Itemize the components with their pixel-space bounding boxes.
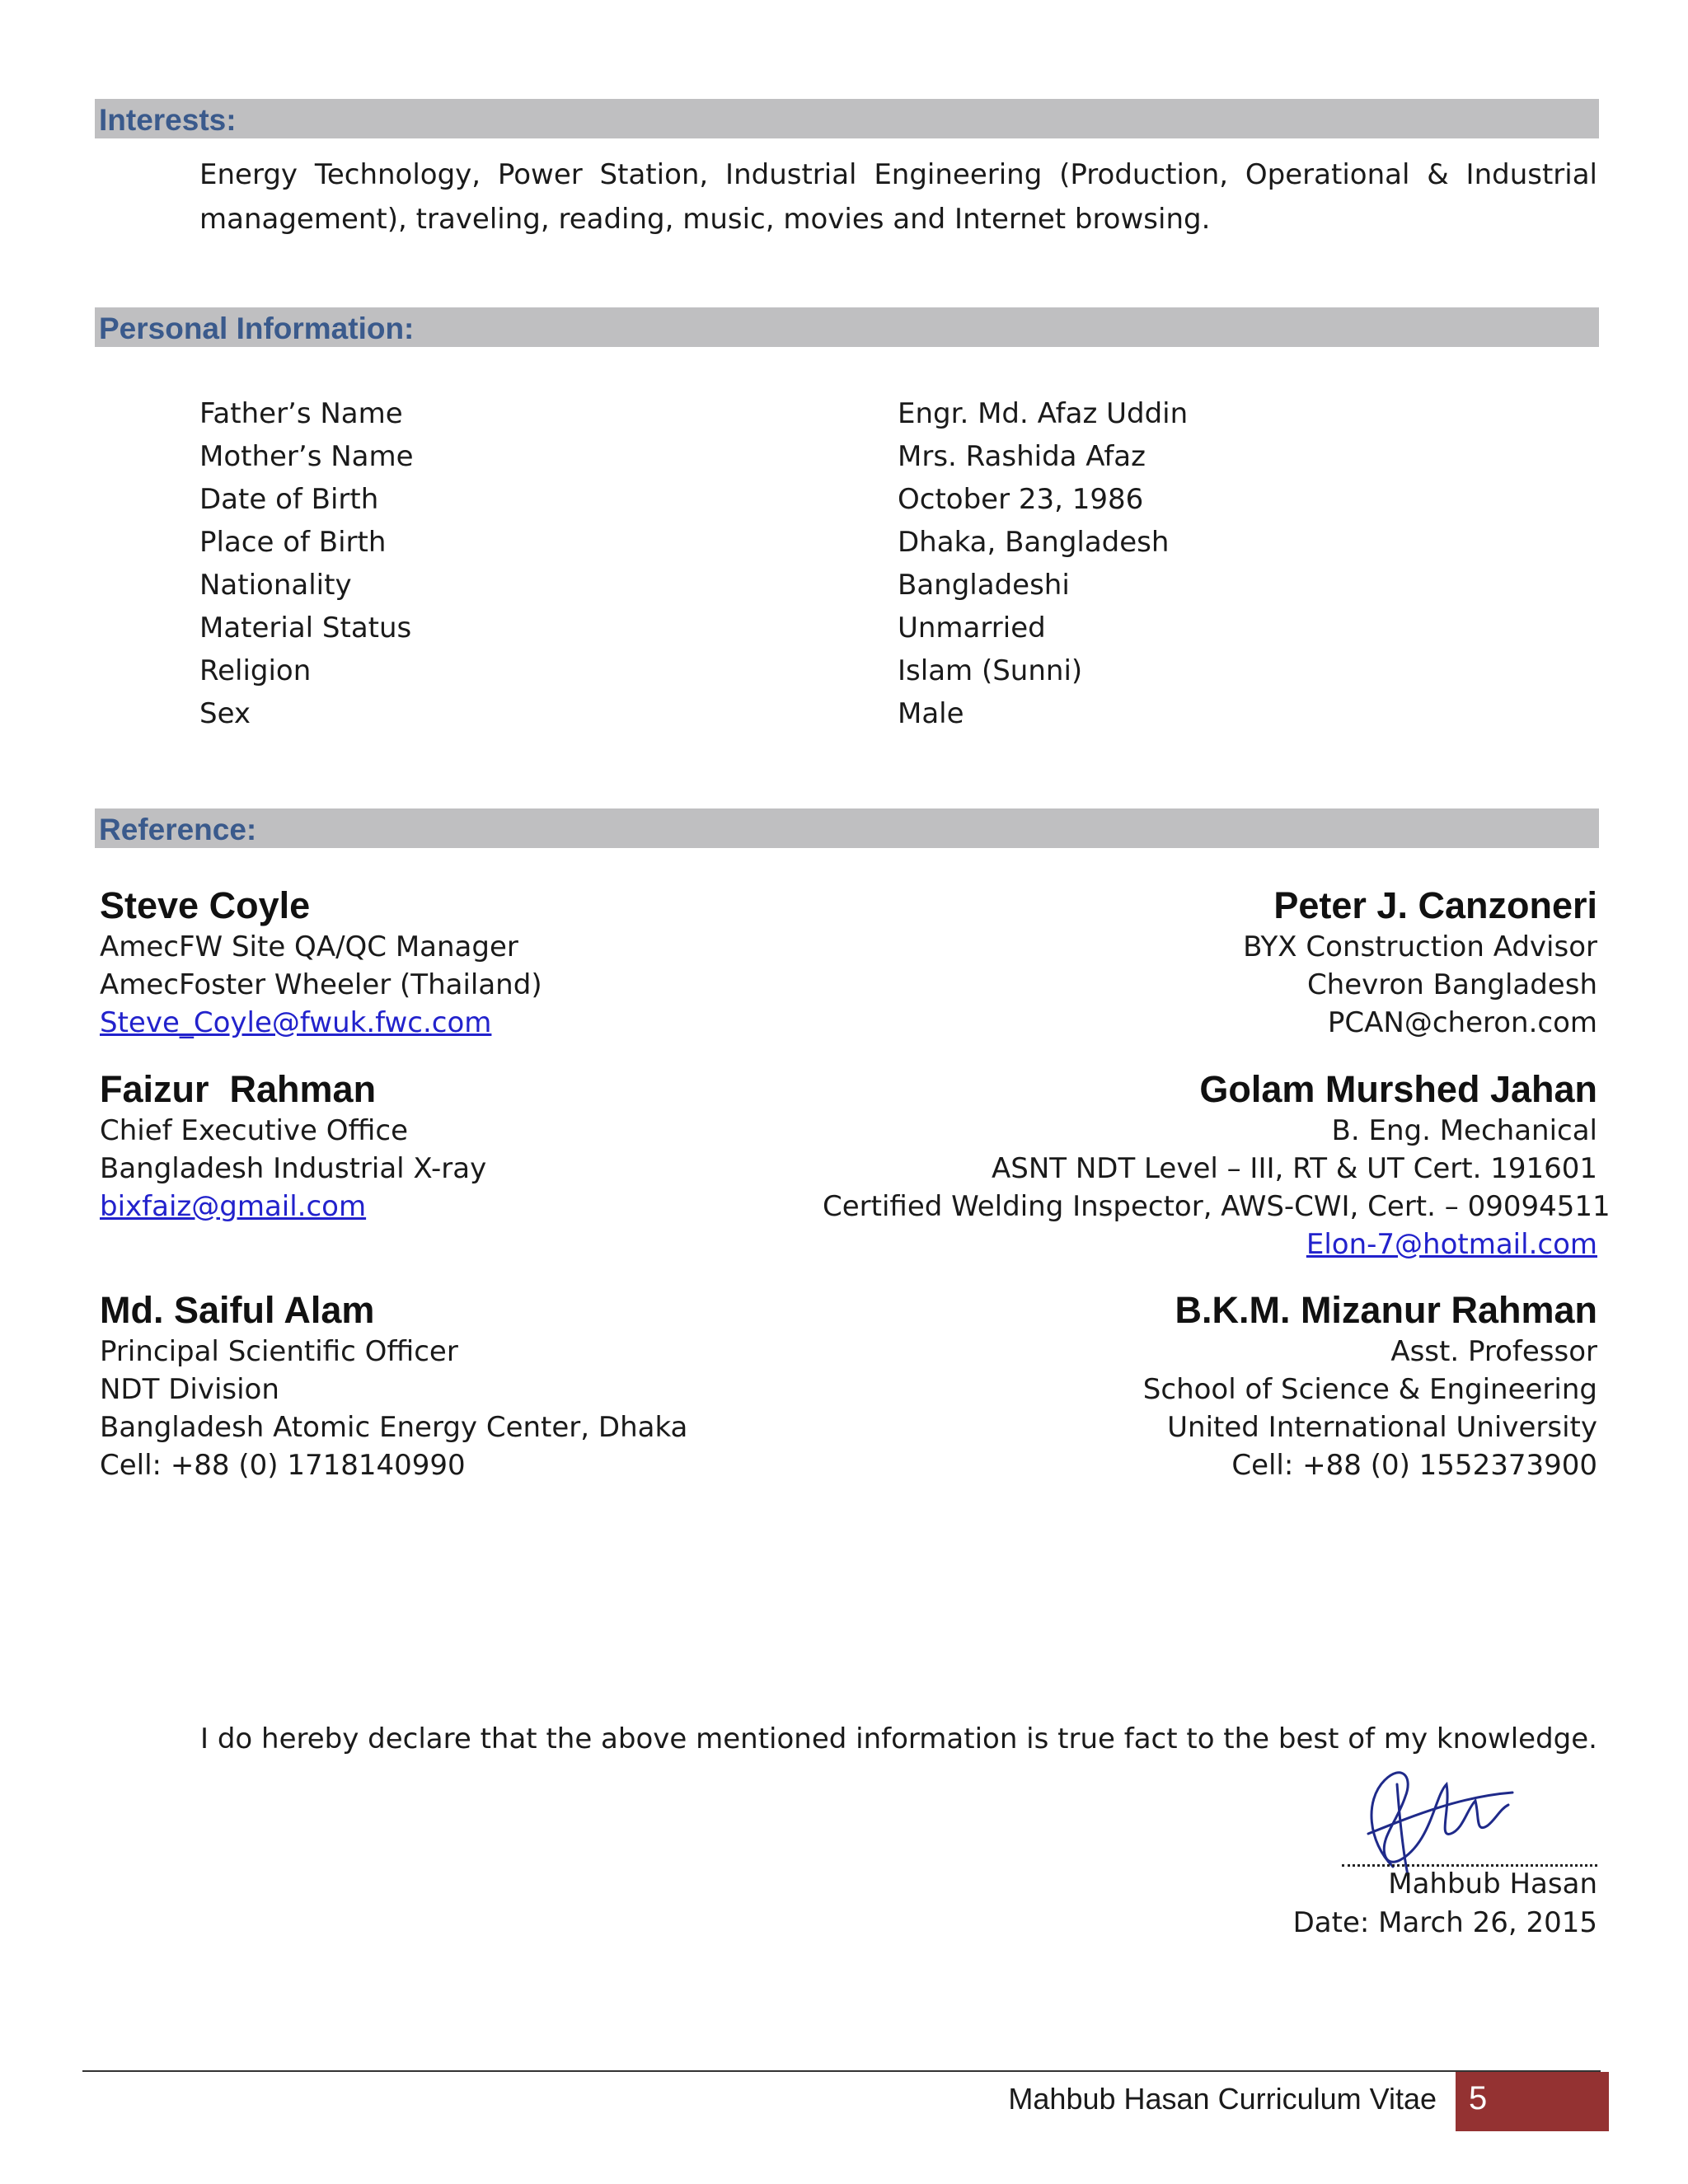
personal-row xyxy=(0,521,1688,564)
reference-line: BYX Construction Advisor xyxy=(1243,930,1597,963)
personal-row xyxy=(0,392,1688,435)
reference-phone: Cell: +88 (0) 1552373900 xyxy=(1231,1449,1597,1482)
reference-email: PCAN@cheron.com xyxy=(1327,1006,1597,1039)
reference-email-link[interactable]: Elon-7@hotmail.com xyxy=(1306,1228,1597,1261)
interests-text: Energy Technology, Power Station, Industrial Engineering (Production, Operational & Industrial management), traveling, reading, music, movies and Internet browsing. xyxy=(199,158,1597,236)
reference-name: Md. Saiful Alam xyxy=(100,1289,375,1331)
reference-line: Chevron Bangladesh xyxy=(1306,968,1597,1001)
personal-value: Dhaka, Bangladesh xyxy=(898,526,1170,559)
interests-section-header xyxy=(95,99,1599,138)
reference-steve-coyle xyxy=(100,883,874,1042)
personal-label: Mother’s Name xyxy=(199,440,414,473)
personal-value: Unmarried xyxy=(898,612,1046,644)
personal-row xyxy=(0,564,1688,607)
reference-name: Steve Coyle xyxy=(100,884,311,926)
personal-row xyxy=(0,435,1688,478)
reference-phone: Cell: +88 (0) 1718140990 xyxy=(100,1449,466,1482)
personal-value: Male xyxy=(898,697,964,730)
reference-name: Faizur Rahman xyxy=(100,1068,377,1110)
declaration-text: I do hereby declare that the above mentioned information is true fact to the best of my knowledge. xyxy=(200,1722,1597,1755)
reference-line: ASNT NDT Level – III, RT & UT Cert. 191601 xyxy=(992,1152,1597,1185)
personal-label: Father’s Name xyxy=(199,397,403,430)
reference-line: NDT Division xyxy=(100,1373,279,1406)
reference-name: Peter J. Canzoneri xyxy=(1273,884,1597,926)
personal-value: Mrs. Rashida Afaz xyxy=(898,440,1146,473)
reference-line: Principal Scientific Officer xyxy=(100,1335,458,1368)
personal-heading: Personal Information: xyxy=(99,312,415,345)
reference-line: School of Science & Engineering xyxy=(1142,1373,1597,1406)
reference-heading: Reference: xyxy=(99,813,257,846)
reference-section-header xyxy=(95,808,1599,848)
signature-name: Mahbub Hasan xyxy=(1388,1868,1597,1900)
personal-label: Nationality xyxy=(199,569,352,602)
reference-saiful-alam xyxy=(100,1288,874,1484)
reference-line: Certified Welding Inspector, AWS-CWI, Cert. – 09094511 xyxy=(823,1190,1611,1223)
reference-line: Bangladesh Atomic Energy Center, Dhaka xyxy=(100,1411,688,1444)
personal-value: Islam (Sunni) xyxy=(898,654,1083,687)
personal-row xyxy=(0,649,1688,692)
reference-faizur-rahman xyxy=(100,1067,874,1226)
reference-golam-murshed-jahan xyxy=(823,1067,1611,1263)
personal-section-header xyxy=(95,307,1599,347)
reference-line: AmecFoster Wheeler (Thailand) xyxy=(100,968,542,1001)
reference-line: AmecFW Site QA/QC Manager xyxy=(100,930,518,963)
page-number-badge xyxy=(1456,2072,1609,2131)
reference-mizanur-rahman xyxy=(823,1288,1597,1484)
reference-name: Golam Murshed Jahan xyxy=(1199,1068,1597,1110)
footer-divider xyxy=(82,2070,1601,2072)
personal-value: Engr. Md. Afaz Uddin xyxy=(898,397,1189,430)
interests-heading: Interests: xyxy=(99,103,237,137)
reference-line: B. Eng. Mechanical xyxy=(1331,1114,1597,1147)
reference-line: Asst. Professor xyxy=(1390,1335,1597,1368)
personal-row xyxy=(0,478,1688,521)
personal-value: Bangladeshi xyxy=(898,569,1070,602)
personal-row xyxy=(0,607,1688,649)
reference-peter-canzoneri xyxy=(823,883,1597,1042)
personal-label: Date of Birth xyxy=(199,483,379,516)
reference-email-link[interactable]: Steve_Coyle@fwuk.fwc.com xyxy=(100,1006,492,1039)
signature-image xyxy=(1335,1760,1599,1879)
reference-email-link[interactable]: bixfaiz@gmail.com xyxy=(100,1190,367,1223)
personal-label: Religion xyxy=(199,654,312,687)
reference-line: Chief Executive Office xyxy=(100,1114,409,1147)
personal-value: October 23, 1986 xyxy=(898,483,1144,516)
reference-line: Bangladesh Industrial X-ray xyxy=(100,1152,487,1185)
page-number: 5 xyxy=(1469,2080,1488,2116)
personal-row xyxy=(0,692,1688,735)
signature-date: Date: March 26, 2015 xyxy=(1292,1906,1597,1939)
personal-label: Sex xyxy=(199,697,251,730)
footer-title: Mahbub Hasan Curriculum Vitae xyxy=(1008,2082,1437,2116)
personal-label: Place of Birth xyxy=(199,526,387,559)
personal-label: Material Status xyxy=(199,612,412,644)
reference-name: B.K.M. Mizanur Rahman xyxy=(1175,1289,1597,1331)
reference-line: United International University xyxy=(1167,1411,1597,1444)
